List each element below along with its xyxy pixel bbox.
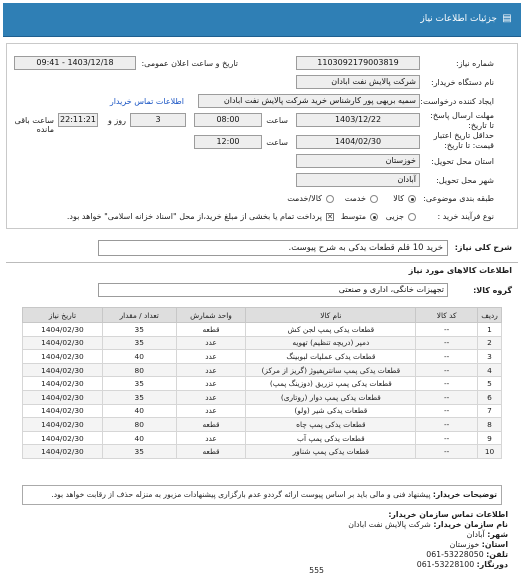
deadline-date-field: 1403/12/22 (296, 113, 420, 127)
cell-unit: عدد (176, 377, 246, 391)
days-label: روز و (108, 116, 126, 125)
table-row (23, 323, 502, 337)
cell-unit: قطعه (176, 445, 246, 459)
treasury-note: پرداخت تمام یا بخشی از مبلغ خرید،از محل "اسناد خزانه اسلامی" خواهد بود. (66, 212, 322, 221)
cell-name: قطعات یدکی پمپ تزریق (دوزینگ پمپ) (246, 377, 416, 391)
cell-row: 5 (478, 377, 502, 391)
contact-city (467, 530, 508, 539)
cell-qty: 40 (102, 431, 176, 445)
buyer-label: نام دستگاه خریدار: (431, 78, 494, 87)
cell-name: قطعات یدکی عملیات لبوبینگ (246, 350, 416, 364)
need-number-label: شماره نیاز: (456, 59, 494, 68)
city-label: شهر محل تحویل: (436, 176, 494, 185)
province-label: استان محل تحویل: (431, 157, 494, 166)
validity-time-field: 12:00 (194, 135, 262, 149)
table-row (23, 390, 502, 404)
category-radio-goods-service[interactable] (326, 195, 334, 203)
header-bar (3, 3, 521, 37)
contact-title: اطلاعات تماس سازمان خریدار: (388, 510, 508, 519)
category-radio-goods[interactable] (408, 195, 416, 203)
validity-time-label: ساعت (266, 138, 288, 147)
col-code: کد کالا (416, 308, 478, 323)
treasury-checkbox[interactable]: ✕ (327, 213, 333, 221)
cell-name: قطعات یدکی پمپ شناور (246, 445, 416, 459)
cell-row: 1 (478, 323, 502, 337)
cell-date: 1404/02/30 (23, 323, 103, 337)
remaining-label: ساعت باقی مانده (14, 116, 54, 134)
province-field: خوزستان (296, 154, 420, 168)
cell-date: 1404/02/30 (23, 431, 103, 445)
cell-code: -- (416, 377, 478, 391)
page-title: جزئیات اطلاعات نیاز (420, 14, 497, 24)
cell-row: 10 (478, 445, 502, 459)
contact-extra: 555 (309, 566, 324, 575)
cell-qty: 35 (102, 323, 176, 337)
days-field: 3 (130, 113, 186, 127)
goods-group-label: گروه کالا: (473, 286, 512, 295)
contact-city-value: آبادان (466, 530, 485, 539)
cell-unit: عدد (176, 350, 246, 364)
process-radio-minor[interactable] (408, 213, 416, 221)
cell-code: -- (416, 323, 478, 337)
cell-code: -- (416, 363, 478, 377)
cell-date: 1404/02/30 (23, 336, 103, 350)
col-name: نام کالا (246, 308, 416, 323)
cell-unit: عدد (176, 363, 246, 377)
buyer-note-label: توضیحات خریدار: (432, 490, 497, 499)
cell-unit: عدد (176, 336, 246, 350)
contact-org-label: نام سازمان خریدار: (433, 520, 508, 529)
table-row (23, 350, 502, 364)
buyer-field: شرکت پالایش نفت ابادان (296, 75, 420, 89)
col-unit: واحد شمارش (176, 308, 246, 323)
contact-province-value: خوزستان (449, 540, 480, 549)
cell-code: -- (416, 350, 478, 364)
cell-qty: 35 (102, 445, 176, 459)
table-header-row (23, 308, 502, 323)
cell-name: قطعات یدکی پمپ آب (246, 431, 416, 445)
cell-qty: 35 (102, 336, 176, 350)
contact-fax-value: 53228100-061 (416, 560, 475, 569)
remaining-time-field: 22:11:21 (58, 113, 98, 127)
contact-phone-value: 53228050-061 (426, 550, 484, 559)
category-option-service: خدمت (344, 194, 366, 203)
col-qty: تعداد / مقدار (102, 308, 176, 323)
col-date: تاریخ نیاز (23, 308, 103, 323)
buyer-contact-link[interactable]: اطلاعات تماس خریدار (109, 97, 184, 106)
deadline-label: مهلت ارسال پاسخ: تا تاریخ: (430, 111, 494, 130)
category-radio-service[interactable] (370, 195, 378, 203)
cell-name: قطعات یدکی پمپ دوار (روتاری) (246, 390, 416, 404)
summary-label: شرح کلی نیاز: (454, 243, 512, 252)
buyer-note-text: پیشنهاد فنی و مالی باید بر اساس پیوست ارائه گرددو عدم بارگزاری پیشنهادات مزبور به منزله حذف از رقابت خواهد بود. (51, 490, 431, 499)
goods-group-field: تجهیزات خانگی، اداری و صنعتی (98, 283, 448, 297)
announce-label: تاریخ و ساعت اعلان عمومی: (141, 59, 238, 68)
table-row (23, 404, 502, 418)
city-field: آبادان (296, 173, 420, 187)
cell-name: قطعات یدکی پمپ چاه (246, 418, 416, 432)
cell-date: 1404/02/30 (23, 418, 103, 432)
cell-row: 8 (478, 418, 502, 432)
contact-phone-label: تلفن: (486, 550, 508, 559)
table-row (23, 418, 502, 432)
cell-row: 4 (478, 363, 502, 377)
contact-phone (426, 550, 508, 559)
cell-name: قطعات یدکی پمپ سانتریفیوژ (گریز از مرکز) (246, 363, 416, 377)
cell-qty: 80 (102, 363, 176, 377)
cell-name: دمپر (دریچه تنظیم) تهویه (246, 336, 416, 350)
cell-name: قطعات یدکی شیر (ولو) (246, 404, 416, 418)
cell-code: -- (416, 445, 478, 459)
deadline-time-label: ساعت (266, 116, 288, 125)
cell-unit: قطعه (176, 418, 246, 432)
cell-qty: 40 (102, 404, 176, 418)
cell-date: 1404/02/30 (23, 363, 103, 377)
cell-code: -- (416, 336, 478, 350)
category-label: طبقه بندی موضوعی: (423, 194, 494, 203)
process-radio-medium[interactable] (370, 213, 378, 221)
contact-fax-label: دورنگار: (476, 560, 508, 569)
contact-province (450, 540, 508, 549)
cell-date: 1404/02/30 (23, 377, 103, 391)
goods-section-title: اطلاعات کالاهای مورد نیاز (408, 266, 512, 275)
cell-date: 1404/02/30 (23, 445, 103, 459)
cell-date: 1404/02/30 (23, 390, 103, 404)
divider (6, 262, 518, 263)
validity-label: حداقل تاریخ اعتبار قیمت: تا تاریخ: (433, 131, 494, 150)
process-option-medium: متوسط (340, 212, 366, 221)
cell-unit: قطعه (176, 323, 246, 337)
cell-qty: 40 (102, 350, 176, 364)
goods-table (22, 307, 502, 459)
col-row: ردیف (478, 308, 502, 323)
category-option-goods: کالا (393, 194, 404, 203)
cell-row: 7 (478, 404, 502, 418)
summary-field: خرید 10 قلم قطعات یدکی به شرح پیوست. (98, 240, 448, 256)
cell-unit: عدد (176, 390, 246, 404)
table-row (23, 431, 502, 445)
cell-code: -- (416, 404, 478, 418)
cell-row: 2 (478, 336, 502, 350)
creator-field: سمیه بریهی پور کارشناس خرید شرکت پالایش نفت ابادان (198, 94, 420, 108)
need-number-field: 1103092179003819 (296, 56, 420, 70)
process-label: نوع فرآیند خرید : (437, 212, 494, 221)
process-option-minor: جزیی (385, 212, 404, 221)
creator-label: ایجاد کننده درخواست: (420, 97, 494, 106)
category-option-goods-service: کالا/خدمت (287, 194, 322, 203)
table-row (23, 336, 502, 350)
cell-row: 9 (478, 431, 502, 445)
contact-province-label: استان: (481, 540, 508, 549)
table-row (23, 363, 502, 377)
contact-city-label: شهر: (487, 530, 508, 539)
contact-org-value: شرکت پالایش نفت ابادان (348, 520, 431, 529)
cell-unit: عدد (176, 404, 246, 418)
contact-fax (417, 560, 508, 569)
contact-org (348, 520, 508, 529)
cell-row: 3 (478, 350, 502, 364)
announce-field: 1403/12/18 - 09:41 (14, 56, 136, 70)
cell-code: -- (416, 431, 478, 445)
validity-date-field: 1404/02/30 (296, 135, 420, 149)
buyer-note-box (22, 485, 502, 505)
cell-qty: 80 (102, 418, 176, 432)
cell-code: -- (416, 418, 478, 432)
table-row (23, 377, 502, 391)
info-icon: ▤ (502, 13, 512, 24)
cell-qty: 35 (102, 377, 176, 391)
cell-date: 1404/02/30 (23, 350, 103, 364)
deadline-time-field: 08:00 (194, 113, 262, 127)
cell-code: -- (416, 390, 478, 404)
cell-qty: 35 (102, 390, 176, 404)
cell-date: 1404/02/30 (23, 404, 103, 418)
cell-name: قطعات یدکی پمپ لجن کش (246, 323, 416, 337)
table-row (23, 445, 502, 459)
cell-unit: عدد (176, 431, 246, 445)
cell-row: 6 (478, 390, 502, 404)
